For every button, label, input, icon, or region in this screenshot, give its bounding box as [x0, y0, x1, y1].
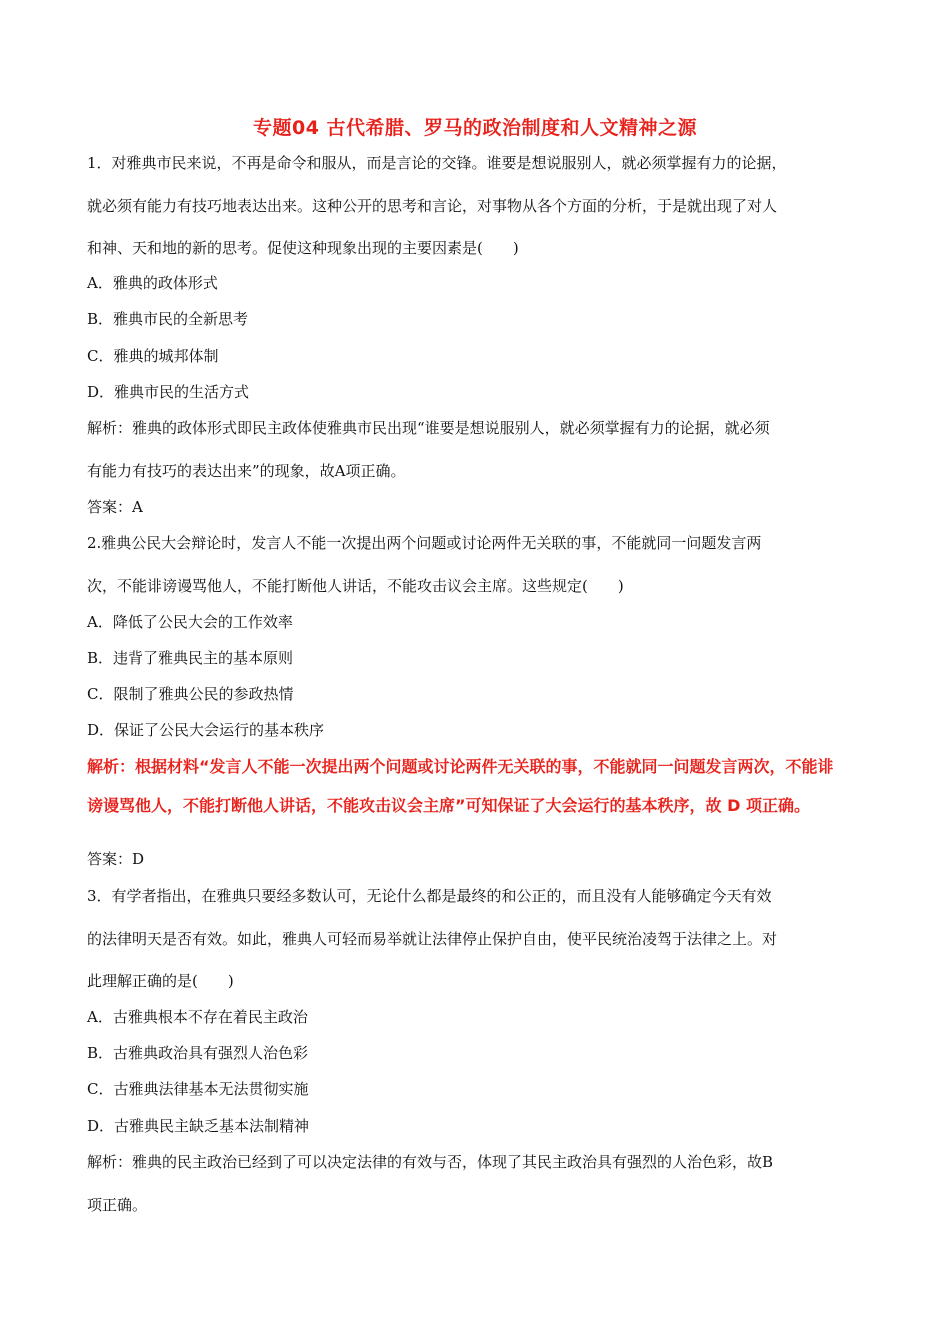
q1-option-a: A．雅典的政体形式	[87, 274, 218, 292]
q1-analysis-line: 解析：雅典的政体形式即民主政体使雅典市民出现“谁要是想说服别人，就必须掌握有力的论据，就必须	[87, 419, 770, 437]
q2-stem-line: 2.雅典公民大会辩论时，发言人不能一次提出两个问题或讨论两件无关联的事，不能就同一问题发言两	[87, 534, 762, 552]
q2-answer: 答案：D	[87, 850, 145, 868]
q2-stem-line: 次，不能诽谤谩骂他人，不能打断他人讲话，不能攻击议会主席。这些规定( )	[87, 577, 624, 595]
q2-option-b: B．违背了雅典民主的基本原则	[87, 649, 294, 667]
q1-stem-line: 就必须有能力有技巧地表达出来。这种公开的思考和言论，对事物从各个方面的分析，于是就出现了对人	[87, 197, 778, 215]
q3-option-d: D．古雅典民主缺乏基本法制精神	[87, 1117, 310, 1135]
q1-option-b: B．雅典市民的全新思考	[87, 310, 249, 328]
q2-option-d: D．保证了公民大会运行的基本秩序	[87, 721, 325, 739]
q1-option-c: C．雅典的城邦体制	[87, 347, 219, 365]
q1-stem-line: 和神、天和地的新的思考。促使这种现象出现的主要因素是( )	[87, 239, 519, 257]
q1-analysis-line: 有能力有技巧的表达出来”的现象，故A项正确。	[87, 462, 406, 480]
q3-stem-line: 3．有学者指出，在雅典只要经多数认可，无论什么都是最终的和公正的，而且没有人能够确定今天有效	[87, 887, 772, 905]
q3-analysis-line: 解析：雅典的民主政治已经到了可以决定法律的有效与否，体现了其民主政治具有强烈的人治色彩，故B	[87, 1153, 774, 1171]
document-title: 专题04 古代希腊、罗马的政治制度和人文精神之源	[252, 117, 698, 139]
q3-analysis-line: 项正确。	[87, 1196, 148, 1214]
q3-stem-line: 此理解正确的是( )	[87, 972, 234, 990]
q3-option-a: A．古雅典根本不存在着民主政治	[87, 1008, 308, 1026]
q3-stem-line: 的法律明天是否有效。如此，雅典人可轻而易举就让法律停止保护自由，使平民统治凌驾于法律之上。对	[87, 930, 778, 948]
q2-analysis-line: 谤谩骂他人，不能打断他人讲话，不能攻击议会主席”可知保证了大会运行的基本秩序，故 D 项正确。	[87, 796, 810, 815]
q2-option-c: C．限制了雅典公民的参政热情	[87, 685, 294, 703]
q3-option-c: C．古雅典法律基本无法贯彻实施	[87, 1080, 309, 1098]
q2-analysis-line: 解析：根据材料“发言人不能一次提出两个问题或讨论两件无关联的事，不能就同一问题发言两次，不能诽	[87, 757, 834, 776]
q3-option-b: B．古雅典政治具有强烈人治色彩	[87, 1044, 309, 1062]
q2-option-a: A．降低了公民大会的工作效率	[87, 613, 293, 631]
q1-option-d: D．雅典市民的生活方式	[87, 383, 250, 401]
q1-stem-line: 1．对雅典市民来说，不再是命令和服从，而是言论的交锋。谁要是想说服别人，就必须掌握有力的论据，	[87, 154, 787, 172]
q1-answer: 答案：A	[87, 498, 143, 516]
